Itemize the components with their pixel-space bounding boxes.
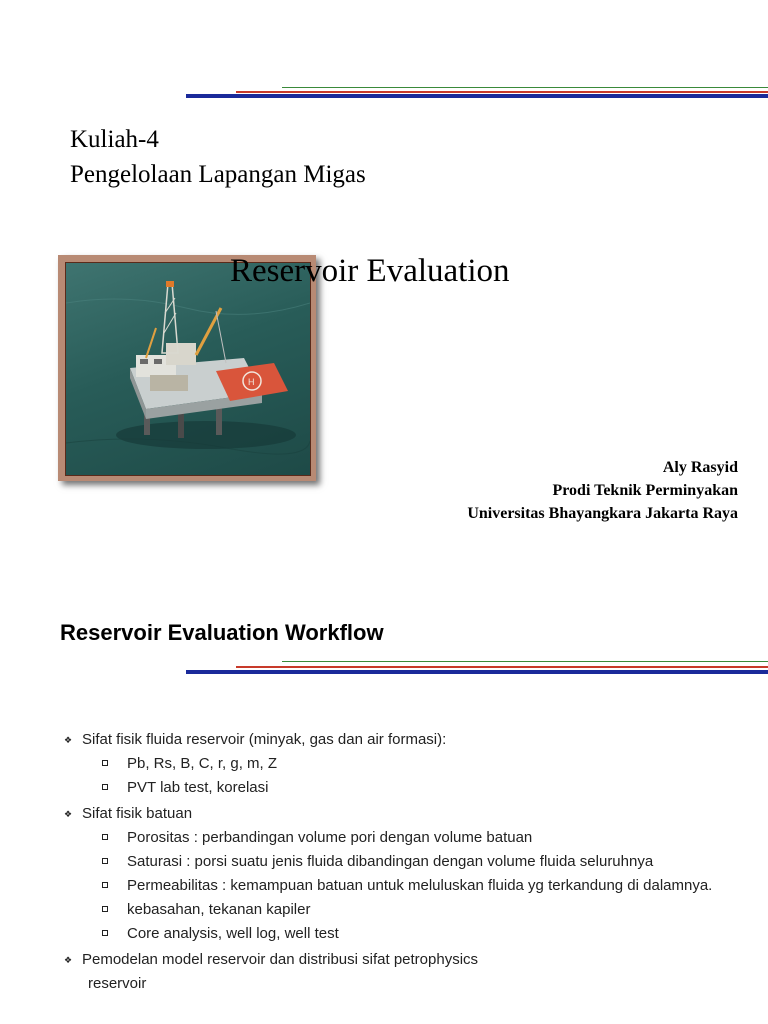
diamond-bullet-icon: ❖ — [64, 955, 73, 965]
bullet-text: Pemodelan model reservoir dan distribusi sifat petrophysics — [82, 951, 479, 968]
workflow-title: Reservoir Evaluation Workflow — [60, 620, 384, 645]
sub-bullet-item — [62, 778, 752, 798]
oil-platform-image — [66, 263, 310, 475]
bullet-text: Sifat fisik batuan — [82, 805, 193, 822]
square-bullet-icon — [102, 882, 108, 888]
square-bullet-icon — [102, 834, 108, 840]
bullet-item — [62, 948, 752, 972]
header-rule — [186, 86, 768, 100]
sub-bullet-item — [62, 754, 752, 774]
sub-bullet-text: Saturasi : porsi suatu jenis fluida dibandingan dengan volume fluida seluruhnya — [127, 853, 654, 870]
square-bullet-icon — [102, 930, 108, 936]
square-bullet-icon — [102, 784, 108, 790]
author-university: Universitas Bhayangkara Jakarta Raya — [467, 505, 738, 522]
author-program: Prodi Teknik Perminyakan — [552, 482, 738, 499]
sub-bullet-text: Porositas : perbandingan volume pori dengan volume batuan — [127, 829, 533, 846]
bullet-item — [62, 802, 752, 826]
sub-bullet-text: PVT lab test, korelasi — [127, 779, 269, 796]
author-name: Aly Rasyid — [662, 459, 738, 476]
sub-bullet-text: Core analysis, well log, well test — [127, 925, 339, 942]
square-bullet-icon — [102, 858, 108, 864]
presentation-title: Reservoir Evaluation — [230, 253, 510, 289]
course-number: Kuliah-4 — [70, 126, 159, 153]
course-subject: Pengelolaan Lapangan Migas — [70, 161, 366, 188]
sub-bullet-item — [62, 828, 752, 848]
author-block — [467, 456, 738, 525]
square-bullet-icon — [102, 760, 108, 766]
header-rule — [186, 660, 768, 676]
sub-bullet-text: kebasahan, tekanan kapiler — [127, 901, 311, 918]
sub-bullet-item — [62, 900, 752, 920]
bullet-text: Sifat fisik fluida reservoir (minyak, gas dan air formasi): — [82, 731, 447, 748]
sub-bullet-text: Pb, Rs, B, C, r, g, m, Z — [127, 755, 278, 772]
sub-bullet-item — [62, 852, 752, 872]
workflow-content — [62, 728, 752, 996]
square-bullet-icon — [102, 906, 108, 912]
sub-bullet-item — [62, 924, 752, 944]
diamond-bullet-icon: ❖ — [64, 809, 73, 819]
svg-text:H: H — [248, 377, 255, 387]
sub-bullet-text: Permeabilitas : kemampuan batuan untuk meluluskan fluida yg terkandung di dalamnya. — [127, 877, 713, 894]
bullet-item — [62, 728, 752, 752]
diamond-bullet-icon: ❖ — [64, 735, 73, 745]
sub-bullet-item — [62, 876, 752, 896]
course-heading — [70, 122, 366, 192]
bullet-continuation: reservoir — [88, 975, 147, 992]
